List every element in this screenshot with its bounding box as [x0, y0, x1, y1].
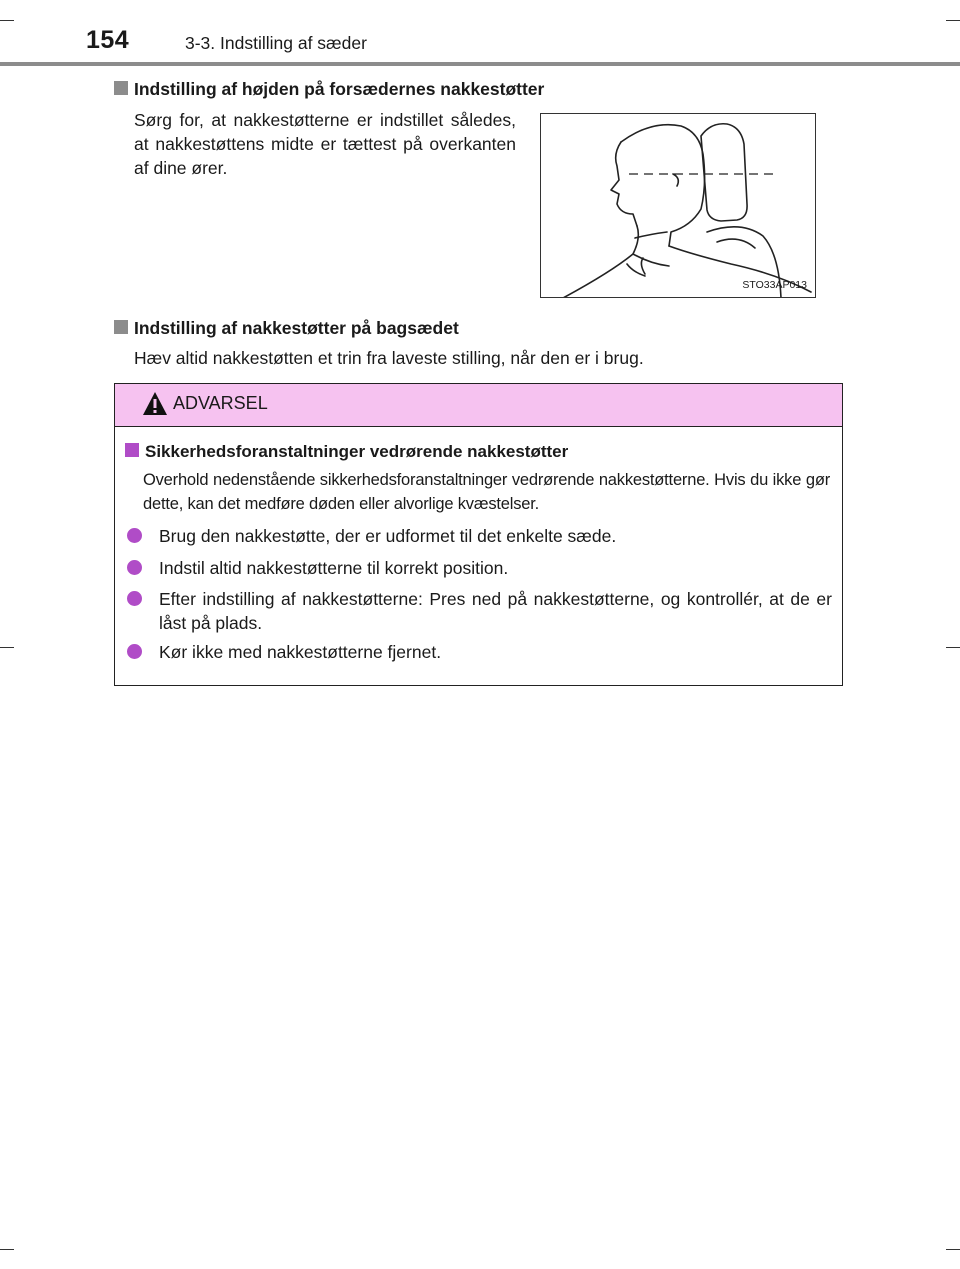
list-item-text: Efter indstilling af nakkestøtterne: Pres ned på nakkestøtterne, og kontrollér, at de er låst på plads.: [159, 589, 832, 633]
list-item-text: Brug den nakkestøtte, der er udformet til det enkelte sæde.: [159, 526, 617, 546]
list-item: [125, 556, 832, 580]
bullet-icon: [127, 591, 142, 606]
bullet-icon: [127, 528, 142, 543]
square-bullet-icon: [125, 443, 139, 457]
rear-heading: [114, 318, 459, 339]
crop-mark: [946, 647, 960, 648]
warning-title: ADVARSEL: [173, 393, 268, 413]
crop-mark: [946, 20, 960, 21]
head-and-headrest-icon: [541, 114, 816, 298]
list-item-text: Kør ikke med nakkestøtterne fjernet.: [159, 642, 442, 662]
list-item: [125, 587, 832, 635]
list-item: [125, 640, 832, 664]
rear-heading-text: Indstilling af nakkestøtter på bagsædet: [134, 318, 459, 338]
crop-mark: [946, 1249, 960, 1250]
warning-heading-text: Sikkerhedsforanstaltninger vedrørende nakkestøtter: [145, 442, 569, 461]
warning-header: [115, 384, 842, 427]
figure-code: STO33AP013: [742, 279, 807, 291]
headrest-illustration: [540, 113, 816, 298]
page-number: 154: [86, 26, 130, 54]
crop-mark: [0, 647, 14, 648]
rear-instructions: Hæv altid nakkestøtten et trin fra laveste stilling, når den er i brug.: [134, 348, 644, 368]
front-heading-text: Indstilling af højden på forsædernes nakkestøtter: [134, 79, 545, 99]
warning-intro: Overhold nedenstående sikkerhedsforanstaltninger vedrørende nakkestøtterne. Hvis du ikke gør dette, kan det medføre døden eller alvorlige kvæstelser.: [143, 471, 830, 513]
section-title: 3-3. Indstilling af sæder: [185, 33, 367, 53]
square-bullet-icon: [114, 81, 128, 95]
warning-heading: [125, 442, 568, 462]
crop-mark: [0, 1249, 14, 1250]
bullet-icon: [127, 644, 142, 659]
header-divider: [0, 62, 960, 66]
bullet-icon: [127, 560, 142, 575]
list-item: [125, 524, 832, 548]
list-item-text: Indstil altid nakkestøtterne til korrekt position.: [159, 558, 509, 578]
warning-triangle-icon: [142, 391, 168, 416]
square-bullet-icon: [114, 320, 128, 334]
crop-mark: [0, 20, 14, 21]
front-heading: [114, 79, 544, 100]
warning-box: [114, 383, 843, 686]
front-instructions: Sørg for, at nakkestøtterne er indstillet således, at nakkestøttens midte er tættest på overkanten af dine ører.: [134, 110, 516, 178]
